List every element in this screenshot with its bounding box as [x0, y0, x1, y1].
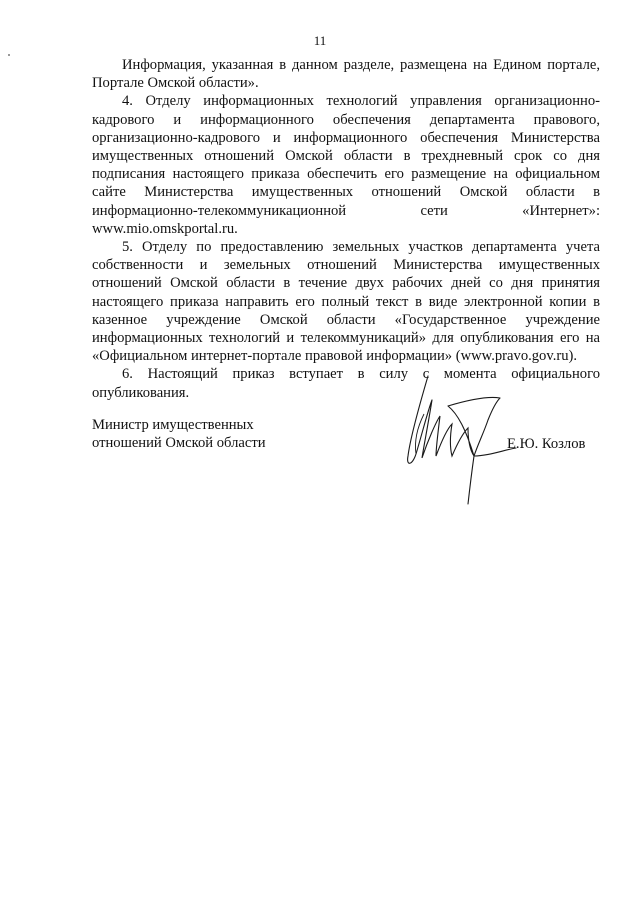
paragraph-continuation: Информация, указанная в данном разделе, размещена на Едином портале, Портале Омской области». [92, 57, 600, 92]
paragraph-item-4: 4. Отделу информационных технологий управления организационно-кадрового и информационного обеспечения департамента правового, организационно-кадрового и информационного обеспечения Министерства имущественных отношений Омской области в трехдневный срок со дня подписания настоящего приказа обеспечить его размещение на официальном сайте Министерства имущественных отношений Омской области в информационно-телекоммуникационной сети «Интернет»: www.mio.omskportal.ru. [92, 93, 600, 237]
signatory-title-line-2: отношений Омской области [92, 435, 266, 452]
document-body [92, 56, 600, 402]
signatory-title [92, 416, 266, 453]
handwritten-signature [388, 370, 518, 510]
paragraph-item-5: 5. Отделу по предоставлению земельных участков департамента учета собственности и земельных отношений Министерства имущественных отношений Омской области в течение двух рабочих дней со дня принятия настоящего приказа направить его полный текст в виде электронной копии в казенное учреждение Омской области «Государственное учреждение информационных технологий и телекоммуникаций» для опубликования его на «Официальном интернет-портале правовой информации» (www.pravo.gov.ru). [92, 239, 600, 365]
signatory-title-line-1: Министр имущественных [92, 417, 254, 433]
page-number: 11 [313, 33, 327, 48]
paragraph-item-6: 6. Настоящий приказ вступает в силу с момента официального опубликования. [92, 366, 600, 401]
margin-mark [8, 54, 10, 56]
signatory-name: Е.Ю. Козлов [507, 436, 586, 452]
